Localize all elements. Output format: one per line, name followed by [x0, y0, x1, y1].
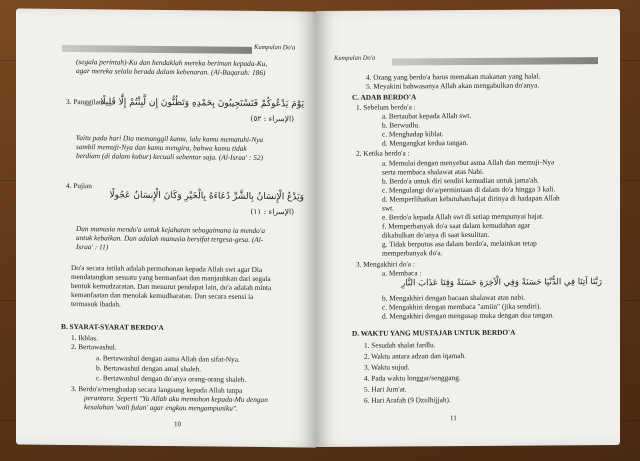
- list-item: 5. Meyakini bahwasanya Allah akan mengabulkan do'anya.: [366, 80, 540, 91]
- item-title: 4. Pujian: [66, 180, 92, 191]
- sub-list-item: b. Berdo'a untuk diri sendiri kemudian untuk jama'ah.: [382, 175, 539, 186]
- paragraph-line: mendatangkan sesuatu yang bermanfaat dan manjauhkan dari segala: [71, 272, 271, 284]
- sub-list-item: dikabulkan do'anya di saat kesulitan.: [382, 229, 490, 240]
- translation-line: Dan manusia mendo'a untuk kejahatan sebagaimana ia mendo'a: [76, 224, 265, 236]
- translation-line: sambil memuji-Nya dan kamu mengira, bahwa kamu tidak: [76, 142, 247, 153]
- sub-list-item: f. Memperbanyak do'a saat dalam kemudahan agar: [382, 220, 531, 231]
- translation-line: Yaitu pada hari Dia memanggil kamu, lalu kamu mematuhi-Nya: [76, 133, 264, 145]
- page-number: 11: [450, 414, 457, 423]
- header-bar: [392, 57, 598, 65]
- sub-list-item: b. Bertawashul dengan amal shaleh.: [96, 363, 201, 374]
- sub-list-item: d. Mengakhiri dengan mengusap muka dengan dua tangan.: [382, 310, 555, 321]
- sub-list-item: a. Membaca :: [382, 268, 422, 278]
- list-item: 1. Sesudah shalat fardlu.: [364, 340, 436, 350]
- sub-list-item: g. Tidak berputus asa dalam berdo'a, melainkan tetap: [382, 238, 537, 249]
- list-item: 3. Waktu sujud.: [364, 362, 410, 372]
- list-item: perantara. Seperti "Ya Allah aku memohon kepada-Mu dengan: [84, 393, 268, 405]
- paragraph-line: kemanfaatan dan menolak kemudharatan. Dan secara esensi ia: [71, 290, 254, 301]
- list-item: 3. Mengakhiri do'a :: [356, 259, 415, 269]
- list-item: kesalahan 'wali fulan' agar engkau mengampuniku".: [84, 402, 238, 413]
- list-item: 4. Pada waktu longgar/senggang.: [364, 373, 461, 383]
- sub-list-item: d. Memperlihatkan kebutuhan/hajat dirinya di hadapan Allah: [382, 193, 560, 204]
- sub-list-item: b. Berwudlu.: [382, 120, 420, 130]
- arabic-prayer: رَبَّنَا آتِنَا فِي الدُّنْيَا حَسَنَةً وَفِي الْآخِرَةِ حَسَنَةً وَقِنَا عَذَابَ النَّارِ: [401, 277, 602, 289]
- sub-list-item: b. Mengakhiri dengan bacaan shalawat atas nabi.: [382, 292, 526, 303]
- page-header: Kumpulan Do'a: [334, 54, 376, 62]
- sub-list-item: c. Menghadap kiblat.: [382, 129, 444, 139]
- sub-list-item: swt.: [382, 203, 394, 213]
- list-item: 1. Sebelum berdo'a :: [356, 102, 416, 112]
- verse-reference: (الإسراء : ٥٢): [250, 113, 294, 124]
- translation-line: untuk kebaikan. Dan adalah manusia bersifat tergesa-gesa. (Al-: [76, 233, 264, 245]
- sub-list-item: memperbanyak do'a.: [382, 248, 443, 258]
- header-bar: [62, 45, 252, 54]
- sub-list-item: c. Mengakhiri dengan membaca "amiin" (jika sendiri).: [382, 301, 542, 312]
- verse-reference: (الإسراء : ١١): [250, 206, 294, 217]
- list-item: 2. Ketika berdo'a :: [356, 148, 410, 158]
- list-item: 5. Hari Jum'at.: [364, 384, 407, 394]
- list-item: 4. Orang yang berdo'a harus memakan makanan yang halal.: [366, 71, 541, 82]
- sub-list-item: serta membaca shalawat atas Nabi.: [382, 166, 484, 177]
- section-heading: B. SYARAT-SYARAT BERDO'A: [61, 321, 164, 332]
- sub-list-item: c. Mengulangi do'a/permintaan di dalam do'a hingga 3 kali.: [382, 184, 556, 195]
- paragraph-line: bentuk kemudzaratan. Dan menurut pendapat lain, do'a adalah minta: [71, 281, 272, 293]
- sub-list-item: a. Memulai dengan menyebut asma Allah dan memuji-Nya: [382, 157, 555, 168]
- sub-list-item: e. Berdo'a kepada Allah swt di setiap mempunyai hajat.: [382, 211, 544, 222]
- intro-line: (segala perintah)-Ku dan hendaklah mereka beriman kepada-Ku,: [76, 57, 268, 69]
- page-number: 10: [174, 420, 181, 429]
- left-page: [16, 8, 316, 447]
- intro-line: agar mereka selalu berada dalam kebenaran. (Al-Baqarah: 186): [76, 66, 266, 78]
- list-item: 2. Waktu antara adzan dan iqamah.: [364, 351, 466, 361]
- arabic-verse: يَوْمَ يَدْعُوكُمْ فَتَسْتَجِيبُونَ بِحَمْدِهِ وَتَظُنُّونَ إِن لَّبِثْتُمْ إِلَّا قَلِيلًا: [100, 97, 304, 110]
- translation-line: Israa' : 11): [76, 242, 109, 252]
- section-heading: D. WAKTU YANG MUSTAJAB UNTUK BERDO'A: [352, 327, 516, 338]
- sub-list-item: a. Bertawashul dengan asma Allah dan sifat-Nya.: [96, 353, 240, 364]
- paragraph-line: termasuk ibadah.: [71, 299, 121, 309]
- list-item: 1. Ikhlas.: [71, 333, 98, 343]
- list-item: 6. Hari Arafah (9 Dzulhijjah).: [364, 395, 451, 405]
- sub-list-item: a. Bertaubat kepada Allah swt.: [382, 110, 472, 121]
- arabic-verse: وَيَدْعُ الْإِنسَانُ بِالشَّرِّ دُعَاءَهُ بِالْخَيْرِ وَكَانَ الْإِنسَانُ عَجُولًا: [109, 190, 304, 203]
- item-title: 3. Panggilan: [66, 96, 103, 107]
- list-item: 2. Bertawashul.: [71, 342, 117, 352]
- section-heading: C. ADAB BERDO'A: [352, 92, 417, 102]
- open-book: [16, 10, 620, 454]
- list-item: 3. Berdo'a/menghadap secara langsung kepada Allah tanpa: [71, 384, 243, 395]
- right-page: [316, 9, 620, 447]
- paragraph-line: Do'a secara istilah adalah permohonan kepada Allah swt agar Dia: [71, 263, 263, 275]
- page-header: Kumpulan Do'a: [254, 43, 296, 52]
- sub-list-item: c. Bertawashul dengan do'anya orang-orang shaleh.: [96, 373, 247, 384]
- translation-line: berdiam (di dalam kubur) kecuali sebentar saja. (Al-Israa' : 52): [76, 151, 263, 163]
- sub-list-item: d. Mengangkat kedua tangan.: [382, 137, 469, 148]
